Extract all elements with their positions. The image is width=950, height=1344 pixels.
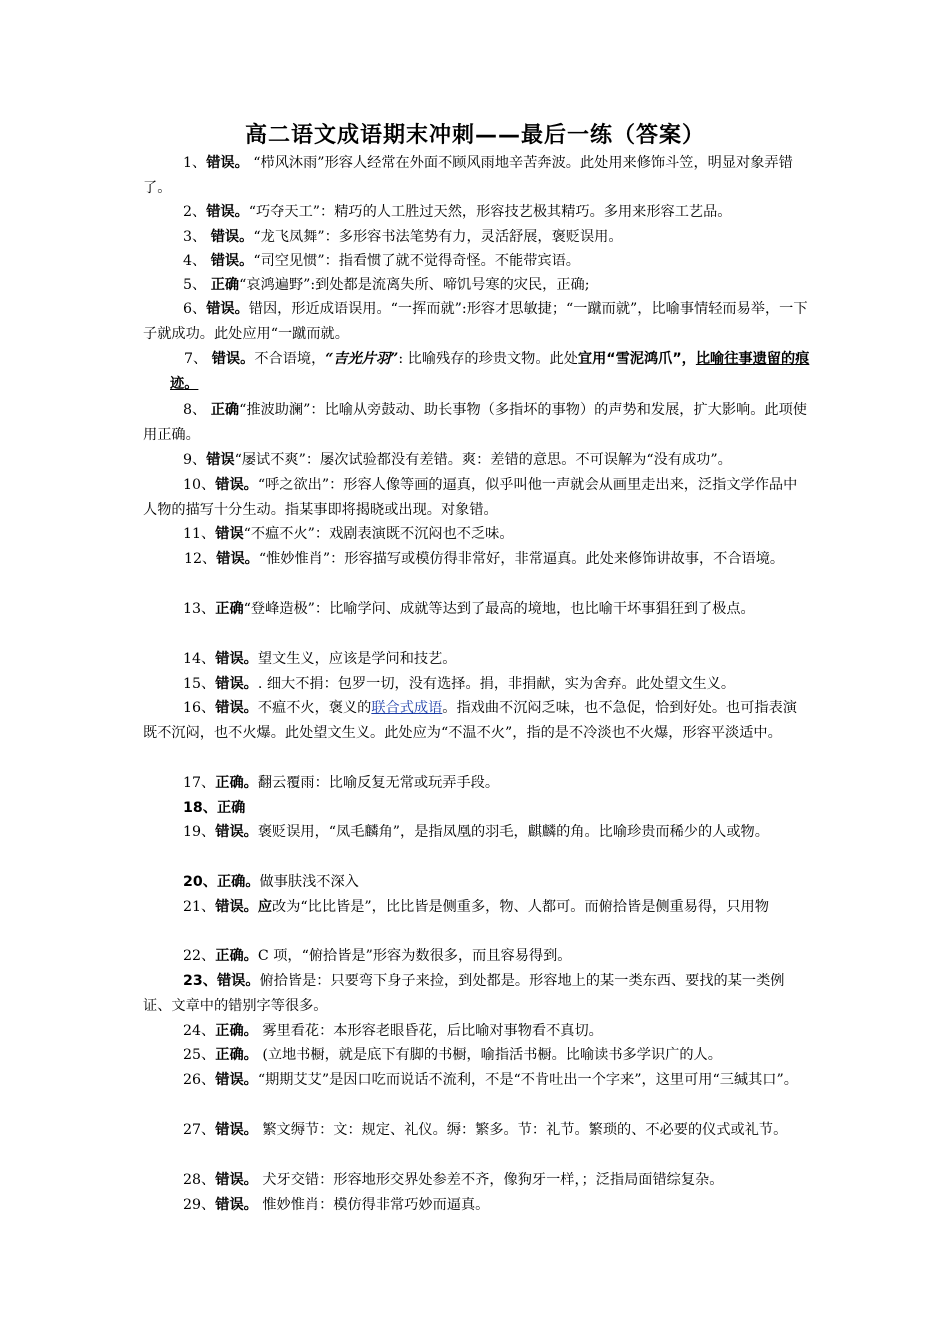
item-verdict: 正确 [215,601,244,617]
list-item [143,200,811,225]
item-text: 雾里看花：本形容老眼昏花，后比喻对事物看不真切。 [257,1023,603,1039]
list-item [143,796,811,821]
list-item [143,895,811,920]
item-text: 。指戏曲不沉闷乏味，也不急促，恰到好处。也可指表演既不沉闷，也不火爆。此处望文生义。此处应为“不温不火”，指的是不冷淡也不火爆，形容平淡适中。 [143,700,797,741]
page-title: 高二语文成语期末冲刺——最后一练（答案） [244,123,705,148]
item-number: 2、 [183,204,207,220]
list-item [143,647,811,672]
item-number: 28、 [183,1172,216,1188]
item-verdict: 错误。 [215,1122,258,1138]
item-verdict: 正确 [210,277,240,293]
item-text: “推波助澜”：比喻从旁鼓动、助长事物（多指坏的事物）的声势和发展，扩大影响。此项使用正确。 [143,402,807,443]
list-item [143,1168,811,1193]
list-item [143,597,811,622]
list-item [143,151,811,200]
item-text: “不瘟不火”：戏剧表演既不沉闷也不乏味。 [243,526,514,542]
list-item [143,1043,811,1068]
list-item [143,473,811,522]
item-text: (立地书橱，就是底下有脚的书橱，喻指活书橱。比喻读书多学识广的人。 [257,1047,722,1063]
item-text: 惟妙惟肖：模仿得非常巧妙而逼真。 [257,1197,490,1213]
item-text: 俯拾皆是：只要弯下身子来捡，到处都是。形容地上的某一类东西、要找的某一类例证、文章中的错别字等很多。 [143,973,785,1014]
item-suggestion: 宜用“雪泥鸿爪”， [577,351,696,367]
item-number: 22、 [183,948,216,964]
item-text: 不瘟不火，褒义的 [257,700,372,716]
item-verdict: 错误。 [210,229,254,245]
item-text: 望文生义，应该是学问和技艺。 [257,651,457,667]
item-number: 26、 [183,1072,216,1088]
list-item [143,398,811,447]
item-number: 17、 [183,775,216,791]
list-item [143,522,811,547]
list-item [143,347,811,396]
item-number: 1、 [183,155,207,171]
list-item [143,249,811,274]
list-item [143,225,811,250]
item-verdict: 错误。 [210,253,254,269]
item-text: 犬牙交错：形容地形交界处参差不齐，像狗牙一样，；泛指局面错综复杂。 [257,1172,724,1188]
item-number: 24、 [183,1023,216,1039]
item-verdict: 正确。 [215,1023,258,1039]
item-number: 13、 [183,601,216,617]
item-verdict: 正确。 [216,874,260,890]
list-item [143,672,811,697]
item-verdict: 错误。 [206,155,249,171]
idiom-link[interactable]: 联合式成语 [371,700,443,716]
item-number: 7、 [184,351,212,367]
item-explanation: 比喻往事遗留的痕迹。 [170,351,810,392]
item-number: 29、 [183,1197,216,1213]
item-text: “惟妙惟肖”：形容描写或模仿得非常好，非常逼真。此处来修饰讲故事，不合语境。 [258,551,785,567]
item-number: 12、 [184,551,217,567]
item-number: 27、 [183,1122,216,1138]
list-item [143,448,811,473]
list-item [143,969,811,1018]
item-number: 16、 [183,700,216,716]
item-text: “期期艾艾”是因口吃而说话不流利，不是“不肯吐出一个字来”，这里可用“三缄其口”。 [257,1072,798,1088]
item-number: 10、 [183,477,216,493]
item-verdict: 正确 [210,402,240,418]
item-text: 翻云覆雨：比喻反复无常或玩弄手段。 [257,775,500,791]
list-item [143,547,811,572]
item-idiom: “吉光片羽” [325,351,399,367]
list-item [143,771,811,796]
list-item [143,944,811,969]
list-item [143,1068,811,1093]
item-verdict: 错误。 [215,824,258,840]
item-number: 23、 [183,973,217,989]
item-number: 11、 [183,526,216,542]
list-item [143,870,811,895]
item-number: 18、 [183,800,217,816]
list-item [143,273,811,298]
item-verdict: 错误。 [215,676,258,692]
item-text: 改为“比比皆是”，比比皆是侧重多，物、人都可。而俯拾皆是侧重易得，只用物 [272,899,769,915]
list-item [143,1019,811,1044]
item-number: 15、 [183,676,216,692]
item-verdict: 错误。 [216,551,259,567]
item-text: “登峰造极”：比喻学问、成就等达到了最高的境地，也比喻干坏事猖狂到了极点。 [243,601,755,617]
item-text: “司空见惯”：指看惯了就不觉得奇怪。不能带宾语。 [253,253,580,269]
item-verdict: 正确。 [215,775,258,791]
item-text: “龙飞凤舞”：多形容书法笔势有力，灵活舒展，褒贬误用。 [253,229,623,245]
item-verdict: 错误。 [211,351,255,367]
item-text: : 比喻残存的珍贵文物。此处 [398,351,578,367]
item-verdict: 错误。 [215,477,258,493]
item-text: “栉风沐雨”形容人经常在外面不顾风雨地辛苦奔波。此处用来修饰斗笠，明显对象弄错了。 [143,155,793,196]
item-text: “哀鸿遍野”:到处都是流离失所、啼饥号寒的灾民，正确; [239,277,590,293]
list-item [143,1118,811,1143]
item-verdict: 错误。 [215,700,258,716]
item-number: 21、 [183,899,216,915]
item-text: 做事肤浅不深入 [259,874,359,890]
item-text: “屡试不爽”：屡次试验都没有差错。爽：差错的意思。不可误解为“没有成功”。 [234,452,732,468]
item-verdict: 正确。 [215,948,258,964]
item-text: 错因，形近成语误用。“一挥而就”:形容才思敏捷；“一蹴而就”，比喻事情轻而易举，一下子就成功。此处应用“一蹴而就。 [143,301,808,342]
item-number: 20、 [183,874,217,890]
item-number: 6、 [183,301,207,317]
list-item [143,696,811,745]
item-text: 褒贬误用，“凤毛麟角”，是指凤凰的羽毛，麒麟的角。比喻珍贵而稀少的人或物。 [257,824,769,840]
item-verdict: 正确 [216,800,246,816]
item-text: 繁文缛节：文：规定、礼仪。缛：繁多。节：礼节。繁琐的、不必要的仪式或礼节。 [257,1122,788,1138]
list-item [143,297,811,346]
item-verdict: 正确。 [215,1047,258,1063]
item-verdict: 错误。 [215,1197,258,1213]
list-item [143,820,811,845]
item-verdict: 错误。应 [215,899,273,915]
item-verdict: 错误。 [206,204,249,220]
item-text: “巧夺天工”：精巧的人工胜过天然，形容技艺极其精巧。多用来形容工艺品。 [248,204,732,220]
item-verdict: 错误。 [215,1072,258,1088]
item-verdict: 错误 [215,526,244,542]
item-number: 19、 [183,824,216,840]
item-verdict: 错误。 [215,1172,258,1188]
item-number: 25、 [183,1047,216,1063]
item-verdict: 错误。 [216,973,260,989]
item-number: 8、 [183,402,211,418]
item-verdict: 错误。 [215,651,258,667]
item-number: 3、 [183,229,211,245]
item-text: 不合语境， [254,351,326,367]
item-number: 14、 [183,651,216,667]
item-text: . 细大不捐：包罗一切，没有选择。捐，非捐献，实为舍弃。此处望文生义。 [257,676,736,692]
item-text: C 项，“俯拾皆是”形容为数很多，而且容易得到。 [257,948,572,964]
item-number: 4、 [183,253,211,269]
item-verdict: 错误。 [206,301,249,317]
item-text: “呼之欲出”：形容人像等画的逼真，似乎叫他一声就会从画里走出来，泛指文学作品中人物的描写十分生动。指某事即将揭晓或出现。对象错。 [143,477,798,518]
list-item [143,1193,811,1218]
item-number: 5、 [183,277,211,293]
item-verdict: 错误 [206,452,235,468]
item-number: 9、 [183,452,207,468]
